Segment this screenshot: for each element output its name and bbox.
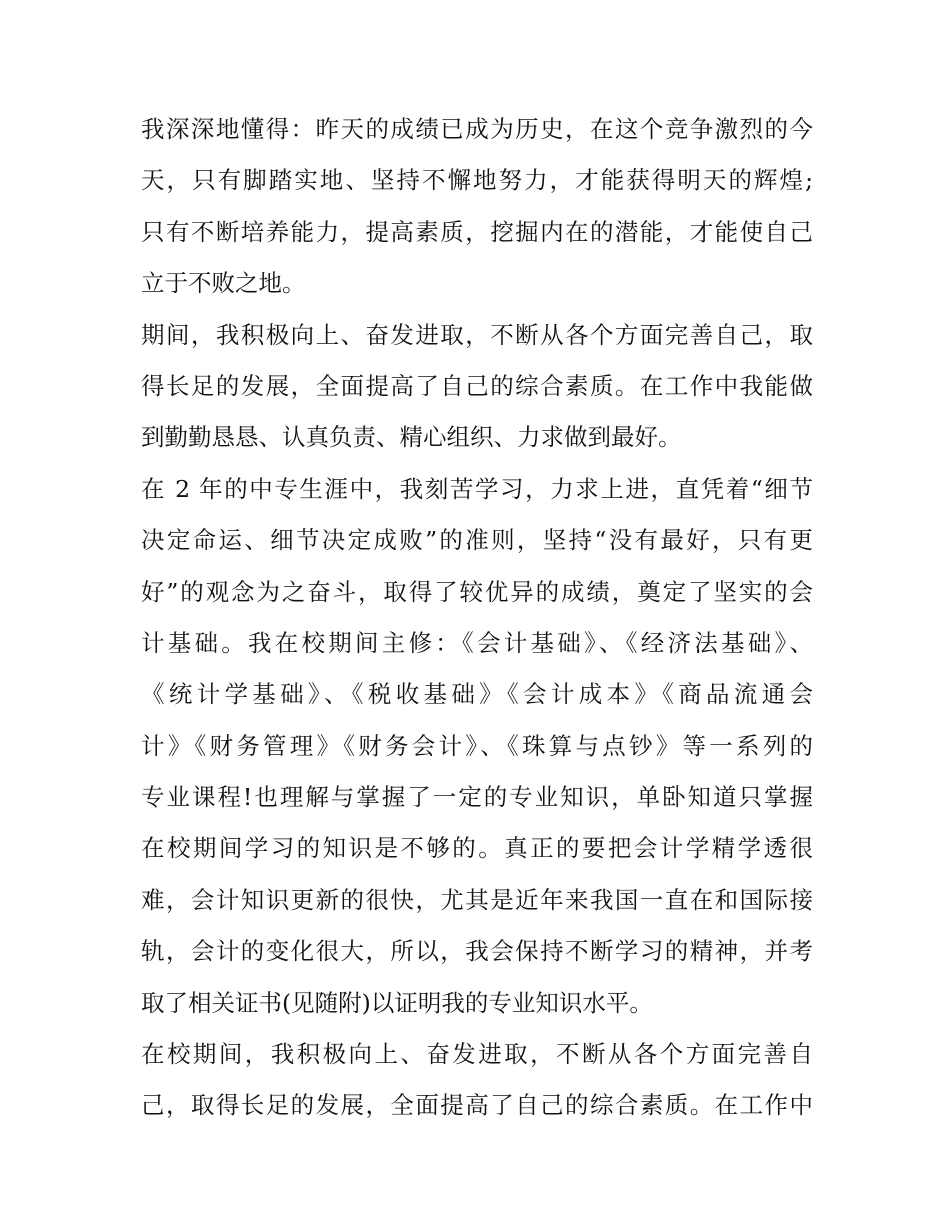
text-line: 天，只有脚踏实地、坚持不懈地努力，才能获得明天的辉煌; — [141, 166, 813, 195]
text-line: 立于不败之地。 — [141, 269, 306, 298]
text-line: 《统计学基础》、《税收基础》《会计成本》《商品流通会 — [141, 680, 813, 709]
paragraph-2 — [141, 310, 813, 464]
paragraph-4 — [141, 1029, 813, 1132]
text-line: 我深深地懂得：昨天的成绩已成为历史，在这个竞争激烈的今 — [141, 115, 813, 143]
text-line: 好”的观念为之奋斗，取得了较优异的成绩，奠定了坚实的会 — [141, 577, 813, 606]
text-line: 到勤勤恳恳、认真负责、精心组织、力求做到最好。 — [141, 423, 682, 452]
text-line: 计基础。我在校期间主修：《会计基础》、《经济法基础》、 — [141, 628, 813, 657]
text-line: 难，会计知识更新的很快，尤其是近年来我国一直在和国际接 — [141, 885, 813, 914]
text-line: 决定命运、细节决定成败”的准则，坚持“没有最好，只有更 — [141, 526, 813, 555]
text-line: 得长足的发展，全面提高了自己的综合素质。在工作中我能做 — [141, 371, 813, 400]
text-line: 在校期间学习的知识是不够的。真正的要把会计学精学透很 — [141, 834, 813, 863]
text-line: 专业课程!也理解与掌握了一定的专业知识，单卧知道只掌握 — [141, 783, 813, 812]
text-line: 在校期间，我积极向上、奋发进取，不断从各个方面完善自 — [141, 1040, 813, 1069]
text-line: 己，取得长足的发展，全面提高了自己的综合素质。在工作中 — [141, 1091, 813, 1120]
text-line: 在 2 年的中专生涯中，我刻苦学习，力求上进，直凭着“细节 — [141, 474, 813, 503]
paragraph-1 — [141, 104, 813, 310]
text-line: 只有不断培养能力，提高素质，挖掘内在的潜能，才能使自己 — [141, 217, 813, 246]
document-body — [141, 104, 813, 1132]
text-line: 期间，我积极向上、奋发进取，不断从各个方面完善自己，取 — [141, 320, 813, 349]
text-line: 计》《财务管理》《财务会计》、《珠算与点钞》等一系列的 — [141, 731, 813, 760]
text-line: 取了相关证书(见随附)以证明我的专业知识水平。 — [141, 988, 653, 1017]
paragraph-3 — [141, 464, 813, 1029]
text-line: 轨，会计的变化很大，所以，我会保持不断学习的精神，并考 — [141, 937, 813, 966]
